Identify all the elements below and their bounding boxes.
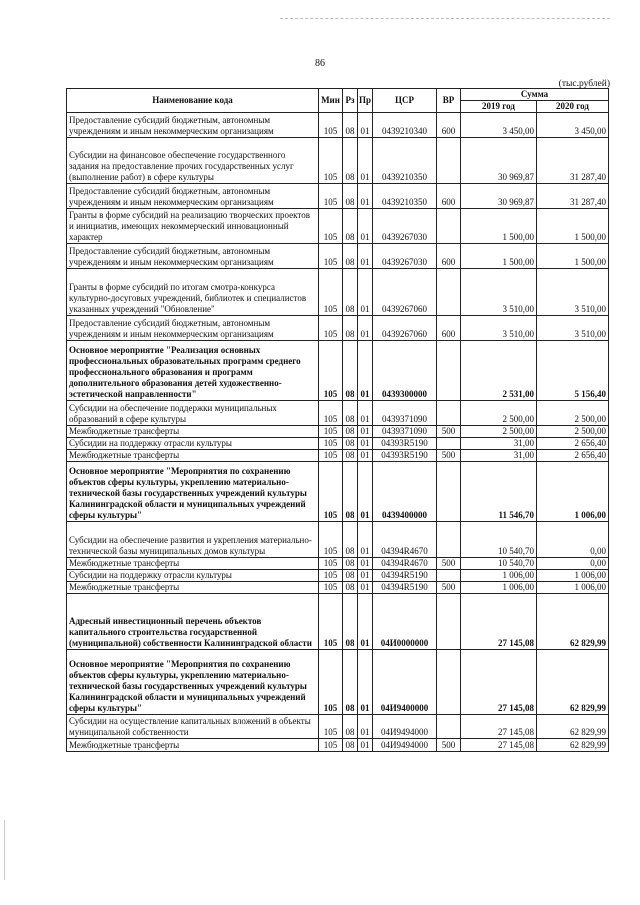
cell-csr: 04394R5190 bbox=[373, 582, 437, 594]
header-sum: Сумма bbox=[461, 89, 609, 101]
cell-pr: 01 bbox=[358, 184, 373, 209]
cell-csr: 0439371090 bbox=[373, 401, 437, 426]
cell-v2019: 10 540,70 bbox=[461, 558, 537, 570]
table-row bbox=[67, 558, 609, 570]
header-vr: ВР bbox=[437, 89, 461, 113]
cell-min: 105 bbox=[319, 426, 343, 438]
cell-vr: 600 bbox=[437, 113, 461, 138]
cell-min: 105 bbox=[319, 450, 343, 462]
cell-vr: 500 bbox=[437, 426, 461, 438]
cell-v2020: 31 287,40 bbox=[537, 138, 609, 184]
cell-csr: 0439300000 bbox=[373, 341, 437, 401]
cell-csr: 0439371090 bbox=[373, 426, 437, 438]
cell-rz: 08 bbox=[343, 113, 358, 138]
cell-csr: 04393R5190 bbox=[373, 438, 437, 450]
cell-name: Субсидии на обеспечение развития и укрепления материально-технической базы муниципальных домов культуры bbox=[67, 522, 319, 558]
table-row bbox=[67, 582, 609, 594]
cell-rz: 08 bbox=[343, 450, 358, 462]
cell-vr bbox=[437, 715, 461, 739]
table-row bbox=[67, 594, 609, 650]
cell-pr: 01 bbox=[358, 462, 373, 522]
header-csr: ЦСР bbox=[373, 89, 437, 113]
cell-csr: 04394R4670 bbox=[373, 558, 437, 570]
cell-name: Гранты в форме субсидий по итогам смотра-конкурса культурно-досуговых учреждений, библиотек и специалистов указанных учреждений "Обновление" bbox=[67, 269, 319, 316]
cell-csr: 04393R5190 bbox=[373, 450, 437, 462]
cell-min: 105 bbox=[319, 316, 343, 341]
cell-v2020: 0,00 bbox=[537, 558, 609, 570]
header-2020: 2020 год bbox=[537, 101, 609, 113]
scan-edge-mark bbox=[4, 820, 5, 880]
cell-pr: 01 bbox=[358, 558, 373, 570]
table-row bbox=[67, 450, 609, 462]
cell-v2020: 0,00 bbox=[537, 522, 609, 558]
cell-csr: 0439267060 bbox=[373, 269, 437, 316]
cell-v2020: 31 287,40 bbox=[537, 184, 609, 209]
cell-v2019: 30 969,87 bbox=[461, 138, 537, 184]
cell-min: 105 bbox=[319, 138, 343, 184]
cell-vr bbox=[437, 209, 461, 244]
cell-v2019: 2 500,00 bbox=[461, 426, 537, 438]
cell-vr bbox=[437, 341, 461, 401]
cell-name: Предоставление субсидий бюджетным, автономным учреждениям и иным некоммерческим организациям bbox=[67, 316, 319, 341]
cell-rz: 08 bbox=[343, 715, 358, 739]
cell-pr: 01 bbox=[358, 244, 373, 269]
page-top-rule bbox=[280, 18, 610, 19]
cell-v2019: 31,00 bbox=[461, 450, 537, 462]
cell-v2019: 1 006,00 bbox=[461, 570, 537, 582]
table-row bbox=[67, 715, 609, 739]
table-row bbox=[67, 113, 609, 138]
cell-rz: 08 bbox=[343, 184, 358, 209]
cell-min: 105 bbox=[319, 113, 343, 138]
cell-rz: 08 bbox=[343, 558, 358, 570]
cell-v2020: 1 500,00 bbox=[537, 244, 609, 269]
cell-csr: 04И9400000 bbox=[373, 650, 437, 715]
cell-v2019: 3 510,00 bbox=[461, 316, 537, 341]
cell-vr bbox=[437, 650, 461, 715]
cell-pr: 01 bbox=[358, 138, 373, 184]
cell-rz: 08 bbox=[343, 462, 358, 522]
table-row bbox=[67, 438, 609, 450]
cell-v2020: 62 829,99 bbox=[537, 594, 609, 650]
cell-v2019: 1 500,00 bbox=[461, 209, 537, 244]
cell-name: Предоставление субсидий бюджетным, автономным учреждениям и иным некоммерческим организациям bbox=[67, 184, 319, 209]
cell-min: 105 bbox=[319, 739, 343, 752]
cell-min: 105 bbox=[319, 594, 343, 650]
cell-rz: 08 bbox=[343, 522, 358, 558]
table-row bbox=[67, 570, 609, 582]
cell-pr: 01 bbox=[358, 341, 373, 401]
cell-v2020: 1 006,00 bbox=[537, 570, 609, 582]
cell-min: 105 bbox=[319, 184, 343, 209]
cell-v2019: 2 531,00 bbox=[461, 341, 537, 401]
cell-name: Межбюджетные трансферты bbox=[67, 426, 319, 438]
cell-csr: 0439267030 bbox=[373, 209, 437, 244]
cell-vr bbox=[437, 522, 461, 558]
cell-pr: 01 bbox=[358, 438, 373, 450]
cell-v2020: 2 656,40 bbox=[537, 438, 609, 450]
cell-name: Субсидии на поддержку отрасли культуры bbox=[67, 570, 319, 582]
cell-pr: 01 bbox=[358, 739, 373, 752]
table-row bbox=[67, 522, 609, 558]
cell-vr: 500 bbox=[437, 450, 461, 462]
cell-v2019: 1 006,00 bbox=[461, 582, 537, 594]
cell-v2020: 2 500,00 bbox=[537, 401, 609, 426]
cell-v2020: 3 510,00 bbox=[537, 316, 609, 341]
cell-rz: 08 bbox=[343, 138, 358, 184]
cell-name: Предоставление субсидий бюджетным, автономным учреждениям и иным некоммерческим организациям bbox=[67, 113, 319, 138]
cell-v2020: 3 510,00 bbox=[537, 269, 609, 316]
cell-min: 105 bbox=[319, 558, 343, 570]
cell-pr: 01 bbox=[358, 570, 373, 582]
header-rz: Рз bbox=[343, 89, 358, 113]
cell-v2019: 3 450,00 bbox=[461, 113, 537, 138]
cell-v2019: 30 969,87 bbox=[461, 184, 537, 209]
cell-v2020: 62 829,99 bbox=[537, 650, 609, 715]
cell-pr: 01 bbox=[358, 209, 373, 244]
cell-pr: 01 bbox=[358, 113, 373, 138]
cell-pr: 01 bbox=[358, 401, 373, 426]
table-row bbox=[67, 401, 609, 426]
cell-v2020: 1 006,00 bbox=[537, 582, 609, 594]
cell-rz: 08 bbox=[343, 401, 358, 426]
cell-min: 105 bbox=[319, 341, 343, 401]
table-row bbox=[67, 244, 609, 269]
cell-vr bbox=[437, 401, 461, 426]
cell-vr bbox=[437, 138, 461, 184]
cell-min: 105 bbox=[319, 462, 343, 522]
table-row bbox=[67, 209, 609, 244]
cell-rz: 08 bbox=[343, 244, 358, 269]
table-row bbox=[67, 426, 609, 438]
cell-v2020: 2 500,00 bbox=[537, 426, 609, 438]
cell-v2020: 62 829,99 bbox=[537, 715, 609, 739]
cell-name: Субсидии на поддержку отрасли культуры bbox=[67, 438, 319, 450]
cell-v2019: 11 546,70 bbox=[461, 462, 537, 522]
units-label: (тыс.рублей) bbox=[558, 79, 610, 89]
cell-name: Межбюджетные трансферты bbox=[67, 582, 319, 594]
cell-vr: 600 bbox=[437, 316, 461, 341]
cell-min: 105 bbox=[319, 582, 343, 594]
cell-pr: 01 bbox=[358, 450, 373, 462]
cell-pr: 01 bbox=[358, 582, 373, 594]
table-row bbox=[67, 650, 609, 715]
cell-rz: 08 bbox=[343, 570, 358, 582]
cell-vr: 500 bbox=[437, 739, 461, 752]
cell-name: Субсидии на обеспечение поддержки муниципальных образований в сфере культуры bbox=[67, 401, 319, 426]
budget-table bbox=[66, 88, 609, 752]
cell-min: 105 bbox=[319, 209, 343, 244]
cell-min: 105 bbox=[319, 244, 343, 269]
cell-vr bbox=[437, 269, 461, 316]
cell-vr bbox=[437, 438, 461, 450]
cell-csr: 0439210350 bbox=[373, 184, 437, 209]
cell-csr: 04И9494000 bbox=[373, 715, 437, 739]
cell-name: Предоставление субсидий бюджетным, автономным учреждениям и иным некоммерческим организациям bbox=[67, 244, 319, 269]
cell-pr: 01 bbox=[358, 594, 373, 650]
cell-rz: 08 bbox=[343, 269, 358, 316]
cell-name: Основное мероприятие "Мероприятия по сохранению объектов сферы культуры, укреплению материально-технической базы государственных учреждений культуры Калининградской области и муниципальных учреждений сферы культуры" bbox=[67, 650, 319, 715]
cell-pr: 01 bbox=[358, 522, 373, 558]
cell-v2019: 31,00 bbox=[461, 438, 537, 450]
cell-csr: 0439210340 bbox=[373, 113, 437, 138]
cell-csr: 04И0000000 bbox=[373, 594, 437, 650]
cell-csr: 0439267030 bbox=[373, 244, 437, 269]
cell-rz: 08 bbox=[343, 594, 358, 650]
table-row bbox=[67, 739, 609, 752]
cell-min: 105 bbox=[319, 438, 343, 450]
cell-rz: 08 bbox=[343, 739, 358, 752]
cell-csr: 04394R4670 bbox=[373, 522, 437, 558]
cell-v2019: 27 145,08 bbox=[461, 739, 537, 752]
table-row bbox=[67, 138, 609, 184]
cell-rz: 08 bbox=[343, 426, 358, 438]
cell-csr: 0439210350 bbox=[373, 138, 437, 184]
cell-name: Субсидии на финансовое обеспечение государственного задания на предоставление прочих государственных услуг (выполнение работ) в сфере культуры bbox=[67, 138, 319, 184]
cell-v2020: 5 156,40 bbox=[537, 341, 609, 401]
table-row bbox=[67, 184, 609, 209]
cell-name: Адресный инвестиционный перечень объектов капитального строительства государственной (муниципальной) собственности Калининградской области bbox=[67, 594, 319, 650]
cell-min: 105 bbox=[319, 401, 343, 426]
cell-min: 105 bbox=[319, 570, 343, 582]
cell-v2019: 1 500,00 bbox=[461, 244, 537, 269]
header-2019: 2019 год bbox=[461, 101, 537, 113]
cell-pr: 01 bbox=[358, 269, 373, 316]
cell-pr: 01 bbox=[358, 715, 373, 739]
cell-rz: 08 bbox=[343, 209, 358, 244]
cell-v2019: 10 540,70 bbox=[461, 522, 537, 558]
cell-name: Основное мероприятие "Мероприятия по сохранению объектов сферы культуры, укреплению материально-технической базы государственных учреждений культуры Калининградской области и муниципальных учреждений сферы культуры" bbox=[67, 462, 319, 522]
cell-name: Субсидии на осуществление капитальных вложений в объекты муниципальной собственности bbox=[67, 715, 319, 739]
cell-name: Гранты в форме субсидий на реализацию творческих проектов и инициатив, имеющих некоммерческий инновационный характер bbox=[67, 209, 319, 244]
cell-v2019: 27 145,08 bbox=[461, 715, 537, 739]
cell-v2020: 1 006,00 bbox=[537, 462, 609, 522]
table-row bbox=[67, 341, 609, 401]
cell-vr: 600 bbox=[437, 244, 461, 269]
page-number: 86 bbox=[315, 58, 325, 69]
cell-min: 105 bbox=[319, 269, 343, 316]
table-row bbox=[67, 316, 609, 341]
cell-vr bbox=[437, 594, 461, 650]
cell-v2019: 2 500,00 bbox=[461, 401, 537, 426]
cell-name: Межбюджетные трансферты bbox=[67, 558, 319, 570]
table-row bbox=[67, 462, 609, 522]
cell-pr: 01 bbox=[358, 650, 373, 715]
header-min: Мин bbox=[319, 89, 343, 113]
cell-rz: 08 bbox=[343, 650, 358, 715]
cell-name: Межбюджетные трансферты bbox=[67, 450, 319, 462]
table-row bbox=[67, 269, 609, 316]
cell-csr: 0439400000 bbox=[373, 462, 437, 522]
cell-vr bbox=[437, 462, 461, 522]
cell-v2019: 27 145,08 bbox=[461, 650, 537, 715]
cell-vr: 500 bbox=[437, 582, 461, 594]
cell-rz: 08 bbox=[343, 582, 358, 594]
cell-csr: 0439267060 bbox=[373, 316, 437, 341]
cell-pr: 01 bbox=[358, 316, 373, 341]
cell-vr: 500 bbox=[437, 558, 461, 570]
cell-pr: 01 bbox=[358, 426, 373, 438]
cell-rz: 08 bbox=[343, 438, 358, 450]
cell-v2019: 3 510,00 bbox=[461, 269, 537, 316]
header-pr: Пр bbox=[358, 89, 373, 113]
cell-v2020: 3 450,00 bbox=[537, 113, 609, 138]
cell-v2019: 27 145,08 bbox=[461, 594, 537, 650]
cell-min: 105 bbox=[319, 522, 343, 558]
cell-v2020: 1 500,00 bbox=[537, 209, 609, 244]
cell-min: 105 bbox=[319, 650, 343, 715]
cell-vr: 600 bbox=[437, 184, 461, 209]
header-name: Наименование кода bbox=[67, 89, 319, 113]
cell-vr bbox=[437, 570, 461, 582]
cell-rz: 08 bbox=[343, 341, 358, 401]
cell-name: Межбюджетные трансферты bbox=[67, 739, 319, 752]
cell-v2020: 62 829,99 bbox=[537, 739, 609, 752]
cell-rz: 08 bbox=[343, 316, 358, 341]
cell-min: 105 bbox=[319, 715, 343, 739]
cell-csr: 04394R5190 bbox=[373, 570, 437, 582]
cell-csr: 04И9494000 bbox=[373, 739, 437, 752]
cell-v2020: 2 656,40 bbox=[537, 450, 609, 462]
cell-name: Основное мероприятие "Реализация основных профессиональных образовательных программ среднего профессионального образования и программ дополнительного образования детей художественно-эстетической направленности" bbox=[67, 341, 319, 401]
